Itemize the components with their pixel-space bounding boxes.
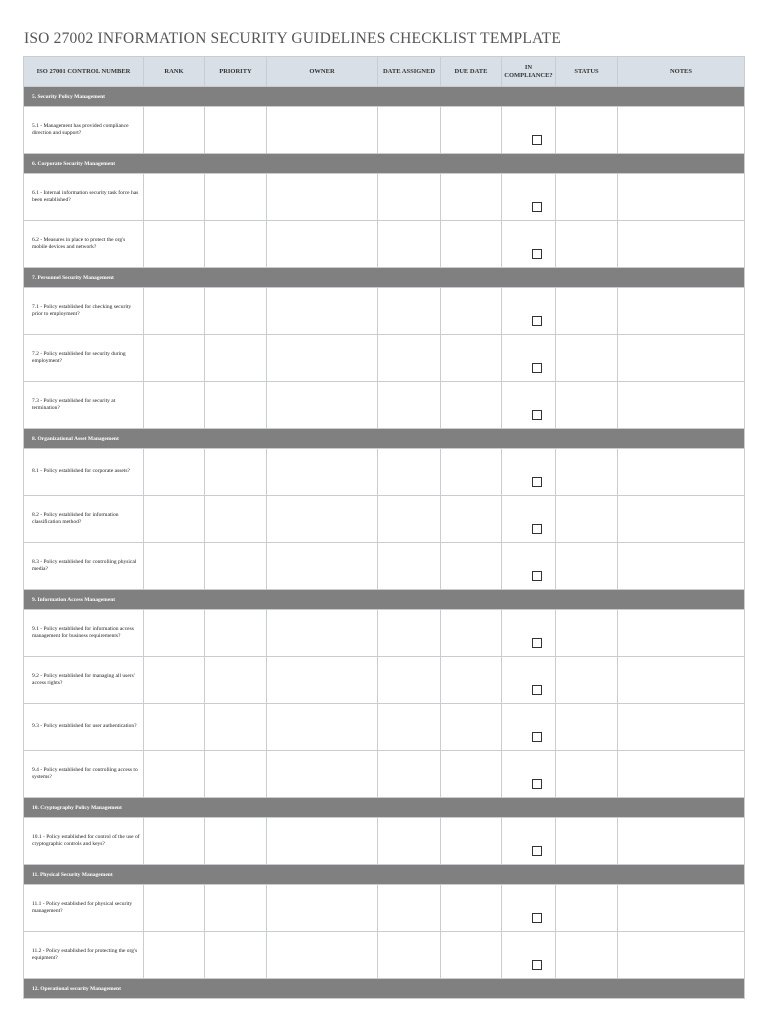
control-text: 8.3 - Policy established for controlling physical media? — [24, 543, 144, 590]
date-assigned-cell[interactable] — [378, 818, 441, 865]
col-header-in-compliance-line1: IN — [524, 64, 533, 72]
notes-cell[interactable] — [618, 704, 745, 751]
table-row — [24, 496, 745, 543]
status-cell[interactable] — [556, 610, 618, 657]
status-cell[interactable] — [556, 496, 618, 543]
notes-cell[interactable] — [618, 657, 745, 704]
section-label: 12. Operational security Management — [24, 979, 745, 999]
section-row — [24, 87, 745, 107]
status-cell[interactable] — [556, 818, 618, 865]
due-date-cell[interactable] — [441, 751, 502, 798]
due-date-cell[interactable] — [441, 657, 502, 704]
date-assigned-cell[interactable] — [378, 751, 441, 798]
due-date-cell[interactable] — [441, 107, 502, 154]
priority-cell[interactable] — [205, 335, 267, 382]
in-compliance-cell — [502, 657, 556, 704]
due-date-cell[interactable] — [441, 382, 502, 429]
compliance-checkbox[interactable] — [532, 571, 542, 581]
section-row — [24, 590, 745, 610]
page-title: ISO 27002 INFORMATION SECURITY GUIDELINES CHECKLIST TEMPLATE — [24, 30, 561, 47]
rank-cell[interactable] — [144, 610, 205, 657]
table-row — [24, 382, 745, 429]
compliance-checkbox[interactable] — [532, 135, 542, 145]
notes-cell[interactable] — [618, 335, 745, 382]
col-header-control: ISO 27001 CONTROL NUMBER — [24, 57, 144, 87]
due-date-cell[interactable] — [441, 610, 502, 657]
section-row — [24, 979, 745, 999]
owner-cell[interactable] — [267, 657, 378, 704]
owner-cell[interactable] — [267, 543, 378, 590]
checklist-body — [24, 87, 745, 999]
notes-cell[interactable] — [618, 107, 745, 154]
owner-cell[interactable] — [267, 704, 378, 751]
status-cell[interactable] — [556, 174, 618, 221]
control-text: 6.1 - Internal information security task force has been established? — [24, 174, 144, 221]
checklist-table — [23, 56, 745, 999]
compliance-checkbox[interactable] — [532, 410, 542, 420]
due-date-cell[interactable] — [441, 449, 502, 496]
compliance-checkbox[interactable] — [532, 846, 542, 856]
notes-cell[interactable] — [618, 610, 745, 657]
notes-cell[interactable] — [618, 543, 745, 590]
owner-cell[interactable] — [267, 449, 378, 496]
table-row — [24, 885, 745, 932]
in-compliance-cell — [502, 335, 556, 382]
priority-cell[interactable] — [205, 107, 267, 154]
priority-cell[interactable] — [205, 382, 267, 429]
control-text: 7.3 - Policy established for security at termination? — [24, 382, 144, 429]
priority-cell[interactable] — [205, 174, 267, 221]
table-row — [24, 174, 745, 221]
rank-cell[interactable] — [144, 288, 205, 335]
notes-cell[interactable] — [618, 932, 745, 979]
status-cell[interactable] — [556, 288, 618, 335]
table-row — [24, 751, 745, 798]
notes-cell[interactable] — [618, 174, 745, 221]
due-date-cell[interactable] — [441, 885, 502, 932]
status-cell[interactable] — [556, 382, 618, 429]
priority-cell[interactable] — [205, 885, 267, 932]
section-label: 8. Organizational Asset Management — [24, 429, 745, 449]
in-compliance-cell — [502, 610, 556, 657]
table-row — [24, 449, 745, 496]
priority-cell[interactable] — [205, 221, 267, 268]
date-assigned-cell[interactable] — [378, 382, 441, 429]
col-header-notes: NOTES — [618, 57, 745, 87]
control-text: 6.2 - Measures in place to protect the org's mobile devices and network? — [24, 221, 144, 268]
due-date-cell[interactable] — [441, 704, 502, 751]
control-text: 9.1 - Policy established for information access management for business requirements? — [24, 610, 144, 657]
in-compliance-cell — [502, 288, 556, 335]
control-text: 8.2 - Policy established for information classification method? — [24, 496, 144, 543]
table-row — [24, 932, 745, 979]
table-row — [24, 288, 745, 335]
priority-cell[interactable] — [205, 449, 267, 496]
notes-cell[interactable] — [618, 818, 745, 865]
notes-cell[interactable] — [618, 221, 745, 268]
priority-cell[interactable] — [205, 543, 267, 590]
priority-cell[interactable] — [205, 288, 267, 335]
rank-cell[interactable] — [144, 751, 205, 798]
due-date-cell[interactable] — [441, 818, 502, 865]
in-compliance-cell — [502, 704, 556, 751]
table-row — [24, 107, 745, 154]
rank-cell[interactable] — [144, 174, 205, 221]
date-assigned-cell[interactable] — [378, 288, 441, 335]
date-assigned-cell[interactable] — [378, 657, 441, 704]
col-header-owner: OWNER — [267, 57, 378, 87]
rank-cell[interactable] — [144, 932, 205, 979]
table-row — [24, 704, 745, 751]
due-date-cell[interactable] — [441, 932, 502, 979]
section-label: 9. Information Access Management — [24, 590, 745, 610]
col-header-rank: RANK — [144, 57, 205, 87]
compliance-checkbox[interactable] — [532, 363, 542, 373]
in-compliance-cell — [502, 107, 556, 154]
col-header-priority: PRIORITY — [205, 57, 267, 87]
notes-cell[interactable] — [618, 496, 745, 543]
owner-cell[interactable] — [267, 221, 378, 268]
notes-cell[interactable] — [618, 382, 745, 429]
date-assigned-cell[interactable] — [378, 543, 441, 590]
priority-cell[interactable] — [205, 751, 267, 798]
notes-cell[interactable] — [618, 288, 745, 335]
due-date-cell[interactable] — [441, 221, 502, 268]
section-row — [24, 154, 745, 174]
table-row — [24, 657, 745, 704]
due-date-cell[interactable] — [441, 496, 502, 543]
section-row — [24, 865, 745, 885]
priority-cell[interactable] — [205, 704, 267, 751]
rank-cell[interactable] — [144, 885, 205, 932]
due-date-cell[interactable] — [441, 288, 502, 335]
section-label: 11. Physical Security Management — [24, 865, 745, 885]
in-compliance-cell — [502, 932, 556, 979]
rank-cell[interactable] — [144, 704, 205, 751]
section-row — [24, 268, 745, 288]
section-label: 5. Security Policy Management — [24, 87, 745, 107]
col-header-in-compliance-line2: COMPLIANCE? — [504, 71, 553, 79]
compliance-checkbox[interactable] — [532, 477, 542, 487]
owner-cell[interactable] — [267, 107, 378, 154]
compliance-checkbox[interactable] — [532, 249, 542, 259]
table-row — [24, 543, 745, 590]
control-text: 11.2 - Policy established for protecting the org's equipment? — [24, 932, 144, 979]
priority-cell[interactable] — [205, 496, 267, 543]
date-assigned-cell[interactable] — [378, 885, 441, 932]
in-compliance-cell — [502, 449, 556, 496]
rank-cell[interactable] — [144, 543, 205, 590]
col-header-status: STATUS — [556, 57, 618, 87]
col-header-due-date: DUE DATE — [441, 57, 502, 87]
owner-cell[interactable] — [267, 932, 378, 979]
owner-cell[interactable] — [267, 751, 378, 798]
date-assigned-cell[interactable] — [378, 932, 441, 979]
control-text: 9.2 - Policy established for managing all users' access rights? — [24, 657, 144, 704]
owner-cell[interactable] — [267, 610, 378, 657]
notes-cell[interactable] — [618, 885, 745, 932]
due-date-cell[interactable] — [441, 174, 502, 221]
rank-cell[interactable] — [144, 449, 205, 496]
status-cell[interactable] — [556, 107, 618, 154]
table-row — [24, 818, 745, 865]
compliance-checkbox[interactable] — [532, 524, 542, 534]
status-cell[interactable] — [556, 543, 618, 590]
date-assigned-cell[interactable] — [378, 107, 441, 154]
date-assigned-cell[interactable] — [378, 610, 441, 657]
control-text: 8.1 - Policy established for corporate assets? — [24, 449, 144, 496]
in-compliance-cell — [502, 221, 556, 268]
status-cell[interactable] — [556, 221, 618, 268]
rank-cell[interactable] — [144, 107, 205, 154]
rank-cell[interactable] — [144, 221, 205, 268]
date-assigned-cell[interactable] — [378, 221, 441, 268]
control-text: 9.4 - Policy established for controlling access to systems? — [24, 751, 144, 798]
date-assigned-cell[interactable] — [378, 335, 441, 382]
in-compliance-cell — [502, 543, 556, 590]
date-assigned-cell[interactable] — [378, 449, 441, 496]
section-label: 10. Cryptography Policy Management — [24, 798, 745, 818]
priority-cell[interactable] — [205, 657, 267, 704]
date-assigned-cell[interactable] — [378, 704, 441, 751]
control-text: 9.3 - Policy established for user authentication? — [24, 704, 144, 751]
in-compliance-cell — [502, 174, 556, 221]
table-row — [24, 221, 745, 268]
status-cell[interactable] — [556, 751, 618, 798]
priority-cell[interactable] — [205, 610, 267, 657]
rank-cell[interactable] — [144, 335, 205, 382]
in-compliance-cell — [502, 751, 556, 798]
owner-cell[interactable] — [267, 288, 378, 335]
rank-cell[interactable] — [144, 818, 205, 865]
control-text: 5.1 - Management has provided compliance direction and support? — [24, 107, 144, 154]
table-row — [24, 610, 745, 657]
control-text: 10.1 - Policy established for control of the use of cryptographic controls and keys? — [24, 818, 144, 865]
status-cell[interactable] — [556, 335, 618, 382]
rank-cell[interactable] — [144, 496, 205, 543]
control-text: 7.2 - Policy established for security during employment? — [24, 335, 144, 382]
due-date-cell[interactable] — [441, 543, 502, 590]
rank-cell[interactable] — [144, 382, 205, 429]
section-label: 6. Corporate Security Management — [24, 154, 745, 174]
section-label: 7. Personnel Security Management — [24, 268, 745, 288]
status-cell[interactable] — [556, 657, 618, 704]
priority-cell[interactable] — [205, 818, 267, 865]
owner-cell[interactable] — [267, 174, 378, 221]
section-row — [24, 429, 745, 449]
in-compliance-cell — [502, 382, 556, 429]
status-cell[interactable] — [556, 885, 618, 932]
date-assigned-cell[interactable] — [378, 496, 441, 543]
table-row — [24, 335, 745, 382]
compliance-checkbox[interactable] — [532, 202, 542, 212]
compliance-checkbox[interactable] — [532, 960, 542, 970]
owner-cell[interactable] — [267, 335, 378, 382]
rank-cell[interactable] — [144, 657, 205, 704]
in-compliance-cell — [502, 818, 556, 865]
status-cell[interactable] — [556, 932, 618, 979]
notes-cell[interactable] — [618, 449, 745, 496]
section-row — [24, 798, 745, 818]
control-text: 7.1 - Policy established for checking security prior to employment? — [24, 288, 144, 335]
in-compliance-cell — [502, 885, 556, 932]
compliance-checkbox[interactable] — [532, 316, 542, 326]
compliance-checkbox[interactable] — [532, 779, 542, 789]
col-header-in-compliance — [502, 57, 556, 87]
priority-cell[interactable] — [205, 932, 267, 979]
owner-cell[interactable] — [267, 818, 378, 865]
date-assigned-cell[interactable] — [378, 174, 441, 221]
due-date-cell[interactable] — [441, 335, 502, 382]
control-text: 11.1 - Policy established for physical security management? — [24, 885, 144, 932]
notes-cell[interactable] — [618, 751, 745, 798]
owner-cell[interactable] — [267, 496, 378, 543]
status-cell[interactable] — [556, 704, 618, 751]
table-header-row — [24, 57, 745, 87]
compliance-checkbox[interactable] — [532, 685, 542, 695]
compliance-checkbox[interactable] — [532, 913, 542, 923]
owner-cell[interactable] — [267, 885, 378, 932]
compliance-checkbox[interactable] — [532, 732, 542, 742]
owner-cell[interactable] — [267, 382, 378, 429]
col-header-date-assigned: DATE ASSIGNED — [378, 57, 441, 87]
compliance-checkbox[interactable] — [532, 638, 542, 648]
status-cell[interactable] — [556, 449, 618, 496]
in-compliance-cell — [502, 496, 556, 543]
